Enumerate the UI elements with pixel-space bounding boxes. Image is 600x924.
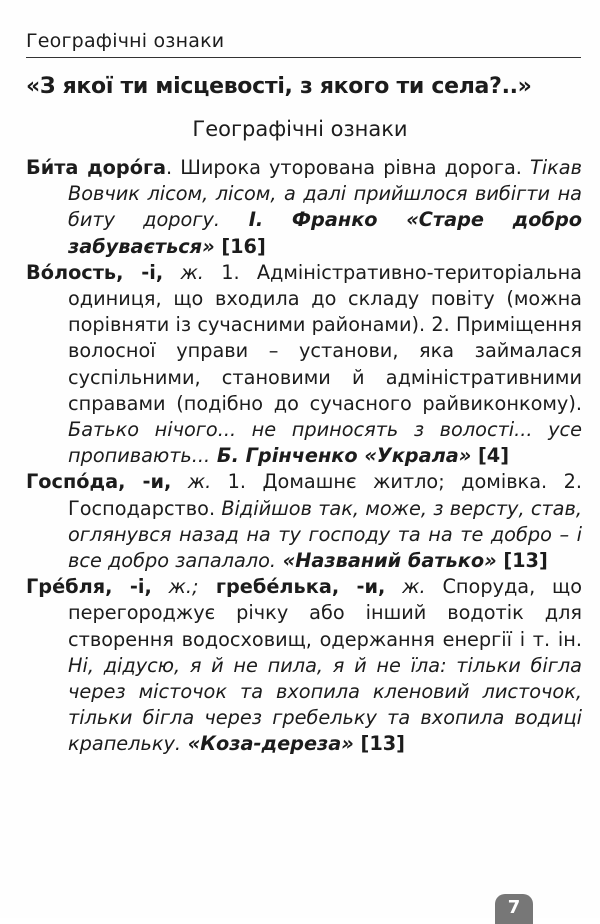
entry-example: Відійшов так, може, з версту, став, оглянувся назад на ту господу та на те добро – і все добро запалало. [68,496,582,573]
entry-bita-doroga [26,155,582,260]
entry-definition: 1. Домашнє житло; домівка. 2. Господарство. [68,470,582,520]
entry-headword-variant: гребе́лька, -и, [198,575,386,599]
entry-headword: Госпо́да, -и, [26,470,172,494]
entry-reference: [4] [471,444,510,468]
entry-grammar: ж.; [151,575,199,599]
entry-definition: 1. Адміністративно-територіальна одиниця, що входила до складу повіту (можна порівняти із сучасними районами). 2. Приміщення волосної управи – установи, яка займалася суспільними, становими й адміністративними справами (подібно до сучасного райвиконкому). [68,260,582,415]
running-head: Географічні ознаки [26,30,581,58]
entry-reference: [13] [353,732,405,756]
entry-example: Батько нічого... не приносять з волості... усе пропивають... [68,418,582,468]
entry-grammar-variant: ж. [385,575,426,599]
page-number: 7 [495,894,533,924]
entry-gospoda [26,469,582,574]
entry-example: Ні, дідусю, я й не пила, я й не їла: тільки бігла через місточок та вхопила кленовий листочок, тільки бігла через гребельку та вхопила водиці крапельку. [68,653,582,756]
section-title: Географічні ознаки [192,117,408,141]
entry-separator: . [166,156,173,179]
entry-grammar: ж. [163,260,204,284]
entry-volost [26,260,582,470]
dictionary-entries [26,155,582,758]
chapter-title: «З якої ти місцевості, з якого ти села?..» [26,74,532,99]
entry-grammar: ж. [171,470,212,494]
entry-source: «Коза-дереза» [181,732,354,756]
entry-definition: Широка уторована рівна дорога. [172,156,531,179]
entry-reference: [13] [496,549,548,573]
entry-reference: [16] [214,234,266,258]
entry-source: «Названий батько» [276,549,497,573]
entry-definition: Споруда, що перегороджує річку або інший водотік для створення водосховищ, одержання енергії і т. ін. [68,575,582,651]
entry-headword: Гре́бля, -і, [26,575,152,599]
entry-source: І. Франко «Старе добро забувається» [68,208,583,258]
entry-greblia [26,574,582,757]
entry-example: Тікав Вовчик лісом, лісом, а далі прийшлося вибігти на биту дорогу. [68,156,582,232]
entry-headword: Би́та доро́га [26,156,167,179]
entry-headword: Во́лость, -і, [26,260,164,284]
entry-source: Б. Грінченко «Украла» [210,444,472,468]
